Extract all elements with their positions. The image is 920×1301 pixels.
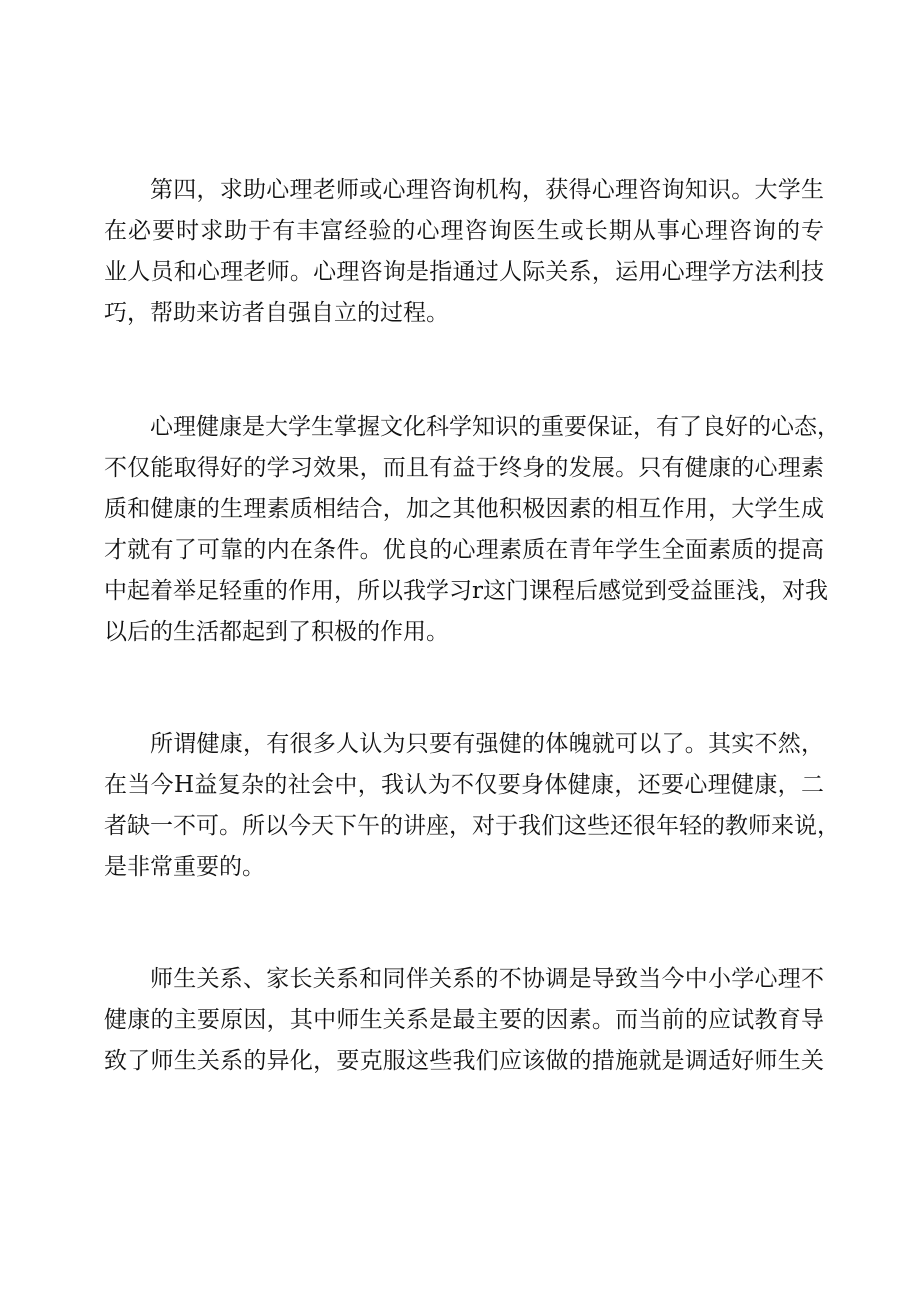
- paragraph-line: 是非常重要的。: [104, 854, 265, 880]
- paragraph-line: 以后的生活都起到了积极的作用。: [104, 619, 449, 645]
- paragraph-line: 心理健康是大学生掌握文化科学知识的重要保证，有了良好的心态，: [150, 414, 840, 440]
- paragraph-line: 业人员和心理老师。心理咨询是指通过人际关系，运用心理学方法利技: [104, 259, 824, 285]
- paragraph-line: 师生关系、家长关系和同伴关系的不协调是导致当今中小学心理不: [150, 966, 824, 992]
- paragraph-definition-of-health: [104, 724, 840, 888]
- paragraph-line: 者缺一不可。所以今天下午的讲座，对于我们这些还很年轻的教师来说，: [104, 813, 840, 839]
- paragraph-line: 中起着举足轻重的作用，所以我学习r这门课程后感觉到受益匪浅，对我: [104, 578, 828, 604]
- paragraph-line: 质和健康的生理素质相结合，加之其他积极因素的相互作用，大学生成: [104, 496, 824, 522]
- paragraph-seek-counseling: [104, 170, 824, 334]
- paragraph-line: 在必要时求助于有丰富经验的心理咨询医生或长期从事心理咨询的专: [104, 218, 824, 244]
- paragraph-line: 在当今H益复杂的社会中，我认为不仅要身体健康，还要心理健康，二: [104, 772, 824, 798]
- paragraph-line: 致了师生关系的异化，要克服这些我们应该做的措施就是调适好师生关: [104, 1048, 824, 1074]
- paragraph-line: 所谓健康，有很多人认为只要有强健的体魄就可以了。其实不然，: [150, 731, 824, 757]
- paragraph-line: 不仅能取得好的学习效果，而且有益于终身的发展。只有健康的心理素: [104, 455, 824, 481]
- paragraph-line: 才就有了可靠的内在条件。优良的心理素质在青年学生全面素质的提高: [104, 537, 824, 563]
- paragraph-mental-health-importance: [104, 407, 840, 653]
- paragraph-teacher-student-relations: [104, 959, 824, 1082]
- paragraph-line: 第四，求助心理老师或心理咨询机构，获得心理咨询知识。大学生: [150, 177, 824, 203]
- paragraph-line: 健康的主要原因，其中师生关系是最主要的因素。而当前的应试教育导: [104, 1007, 824, 1033]
- paragraph-line: 巧，帮助来访者自强自立的过程。: [104, 300, 449, 326]
